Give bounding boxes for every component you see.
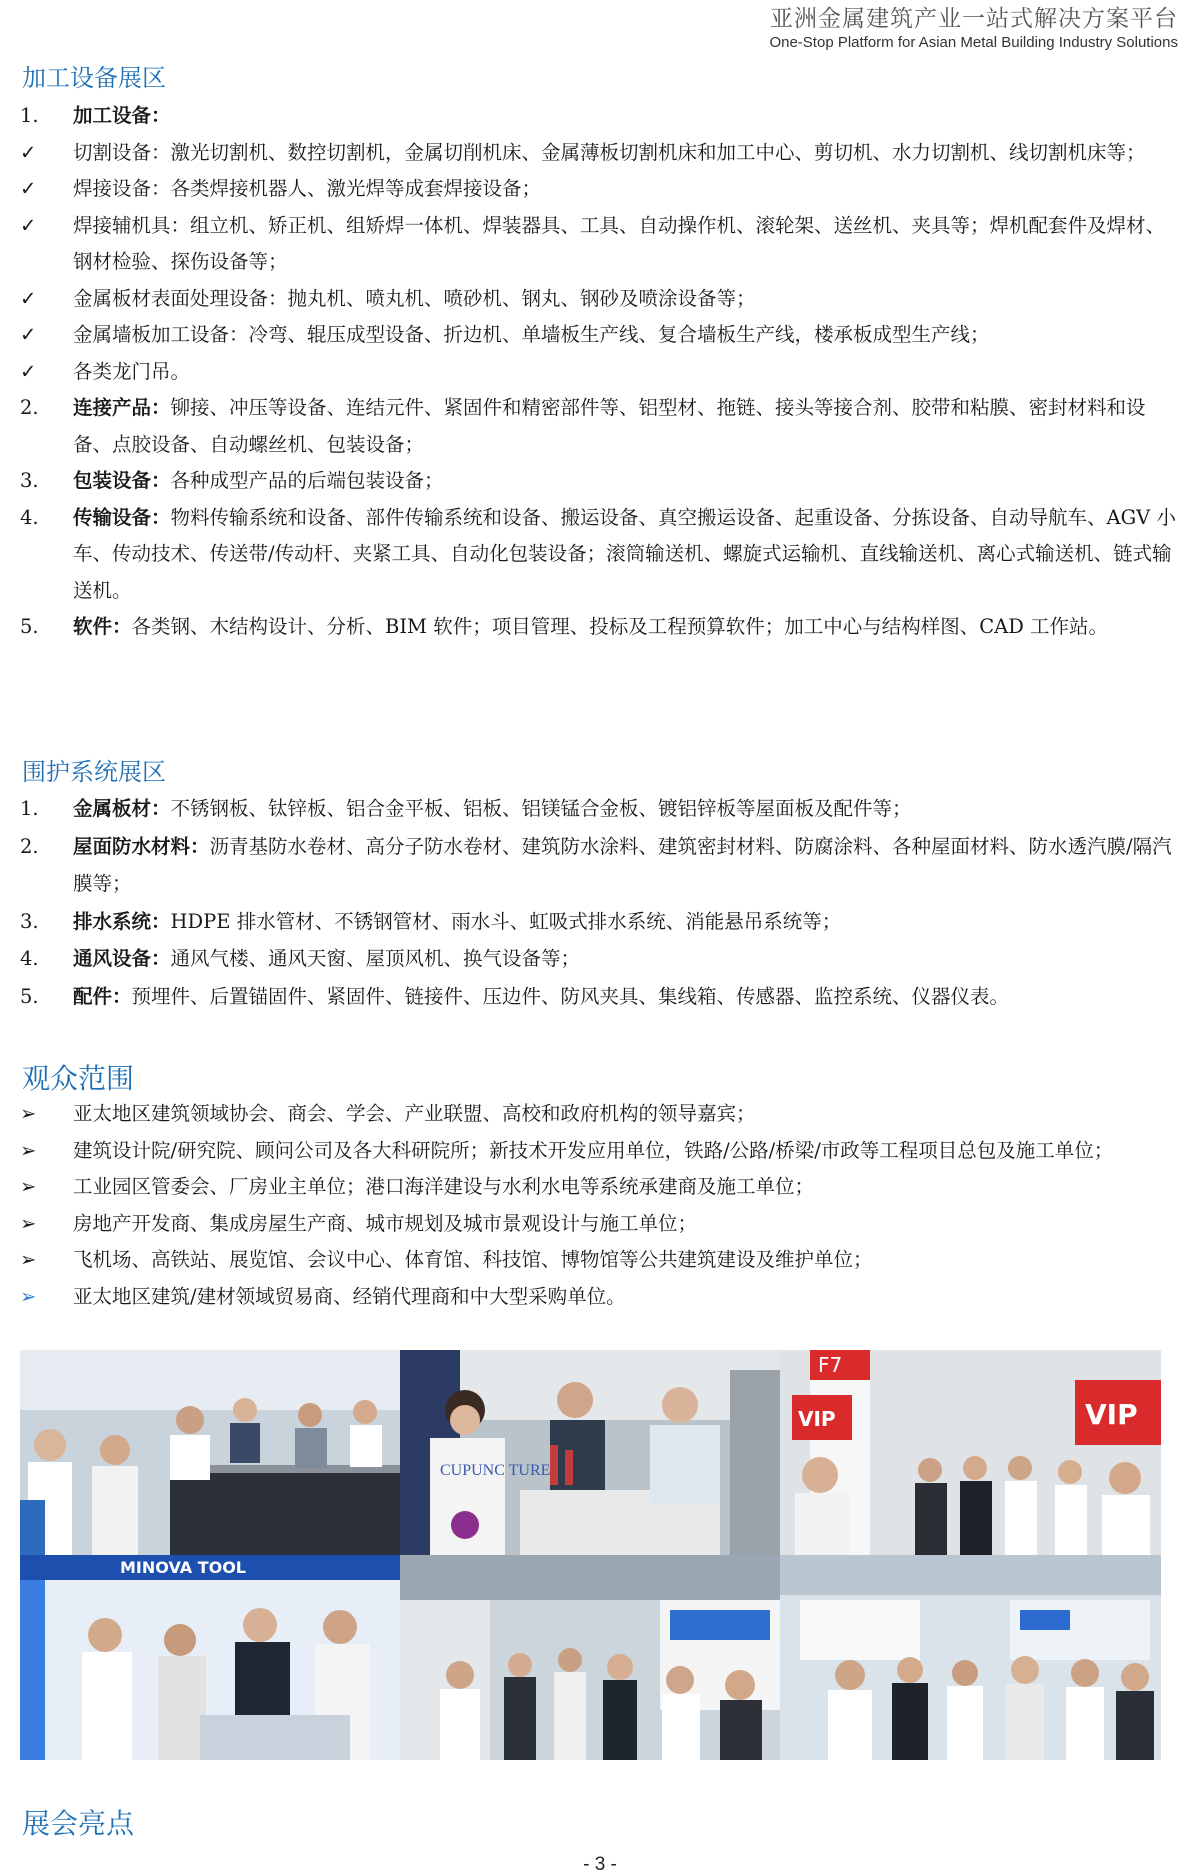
header-title-cn: 亚洲金属建筑产业一站式解决方案平台 — [770, 6, 1178, 32]
list-number: 1. — [20, 104, 39, 127]
arrow-bullet-icon: ➢ — [20, 1138, 37, 1162]
list-number: 2. — [20, 834, 39, 858]
page-number: - 3 - — [583, 1854, 617, 1875]
sign-vip-large-text: VIP — [1085, 1398, 1138, 1431]
arrow-bullet-icon: ➢ — [20, 1248, 37, 1271]
list-item — [20, 500, 1180, 610]
sign-f7-text: F7 — [818, 1353, 843, 1377]
list-number: 2. — [20, 396, 39, 419]
list-item — [20, 208, 1180, 281]
arrow-bullet-icon: ➢ — [20, 1211, 37, 1235]
item-text: 房地产开发商、集成房屋生产商、城市规划及城市景观设计与施工单位； — [73, 1211, 698, 1235]
item-text: 各种成型产品的后端包装设备； — [170, 469, 444, 492]
item-text: 切割设备：激光切割机、数控切割机，金属切削机床、金属薄板切割机床和加工中心、剪切机、水力切割机、线切割机床等； — [73, 140, 1146, 164]
item-text: 铆接、冲压等设备、连结元件、紧固件和精密部件等、铝型材、拖链、接头等接合剂、胶带和粘膜、密封材料和设备、点胶设备、自动螺丝机、包装设备； — [73, 396, 1146, 456]
enclosure-system-list — [20, 790, 1180, 1015]
item-heading: 排水系统： — [73, 909, 171, 933]
list-item — [20, 354, 1180, 391]
list-number: 4. — [20, 505, 39, 529]
exhibition-photo-collage — [20, 1350, 1161, 1760]
list-item — [20, 390, 1180, 463]
item-text: 物料传输系统和设备、部件传输系统和设备、搬运设备、真空搬运设备、起重设备、分拣设备、自动导航车、AGV 小车、传动技术、传送带/传动杆、夹紧工具、自动化包装设备；滚筒输送机、螺旋式运输机、直线输送机、离心式输送机、链式输送机。 — [73, 505, 1176, 602]
list-item — [20, 1096, 1180, 1133]
item-heading: 连接产品： — [73, 396, 171, 419]
item-text: 金属板材表面处理设备：抛丸机、喷丸机、喷砂机、钢丸、钢砂及喷涂设备等； — [73, 286, 756, 310]
item-text: 建筑设计院/研究院、顾问公司及各大科研院所；新技术开发应用单位，铁路/公路/桥梁/市政等工程项目总包及施工单位； — [73, 1138, 1114, 1162]
section-title-audience: 观众范围 — [22, 1062, 135, 1095]
list-item — [20, 98, 1180, 135]
item-heading: 配件： — [73, 984, 132, 1008]
list-item — [20, 1279, 1180, 1316]
list-item — [20, 828, 1180, 903]
item-text: 金属墙板加工设备：冷弯、辊压成型设备、折边机、单墙板生产线、复合墙板生产线，楼承板成型生产线； — [73, 323, 990, 346]
item-text: 工业园区管委会、厂房业主单位；港口海洋建设与水利水电等系统承建商及施工单位； — [73, 1175, 815, 1198]
list-item — [20, 1133, 1180, 1170]
header-title-en: One-Stop Platform for Asian Metal Building Industry Solutions — [769, 34, 1178, 51]
item-text: 不锈钢板、钛锌板、铝合金平板、铝板、铝镁锰合金板、镀铝锌板等屋面板及配件等； — [170, 797, 912, 820]
list-item — [20, 609, 1180, 646]
item-text: 各类龙门吊。 — [73, 359, 191, 383]
sign-minova-text: MINOVA TOOL — [120, 1558, 246, 1577]
item-text: 预埋件、后置锚固件、紧固件、链接件、压边件、防风夹具、集线箱、传感器、监控系统、仪器仪表。 — [131, 984, 1010, 1008]
photo-busy-aisle — [400, 1555, 780, 1760]
item-text: HDPE 排水管材、不锈钢管材、雨水斗、虹吸式排水系统、消能悬吊系统等； — [170, 909, 842, 933]
arrow-bullet-icon: ➢ — [20, 1175, 37, 1198]
item-text: 焊接辅机具：组立机、矫正机、组矫焊一体机、焊装器具、工具、自动操作机、滚轮架、送丝机、夹具等；焊机配套件及焊材、钢材检验、探伤设备等； — [73, 213, 1166, 273]
list-item — [20, 903, 1180, 941]
list-number: 5. — [20, 984, 39, 1008]
audience-list — [20, 1096, 1180, 1315]
check-bullet-icon: ✓ — [20, 323, 37, 346]
photo-crowd-display-table — [20, 1350, 400, 1555]
item-text: 各类钢、木结构设计、分析、BIM 软件；项目管理、投标及工程预算软件；加工中心与结构样图、CAD 工作站。 — [131, 615, 1109, 638]
list-item — [20, 1206, 1180, 1243]
item-text: 通风气楼、通风天窗、屋顶风机、换气设备等； — [170, 947, 581, 970]
photo-business-meeting — [400, 1350, 780, 1555]
list-number: 5. — [20, 615, 39, 638]
item-heading: 软件： — [73, 615, 132, 638]
list-item — [20, 978, 1180, 1016]
list-item — [20, 1242, 1180, 1279]
check-bullet-icon: ✓ — [20, 286, 37, 310]
item-heading: 包装设备： — [73, 469, 171, 492]
check-bullet-icon: ✓ — [20, 213, 37, 237]
list-item — [20, 1169, 1180, 1206]
item-text: 亚太地区建筑/建材领域贸易商、经销代理商和中大型采购单位。 — [73, 1284, 626, 1308]
section-title-processing-equipment: 加工设备展区 — [22, 64, 166, 92]
item-text: 焊接设备：各类焊接机器人、激光焊等成套焊接设备； — [73, 177, 542, 200]
section-title-highlights: 展会亮点 — [22, 1807, 135, 1840]
item-heading: 传输设备： — [73, 505, 171, 529]
list-number: 1. — [20, 797, 39, 820]
sign-vip-small-text: VIP — [798, 1407, 836, 1431]
section-title-enclosure-system: 围护系统展区 — [22, 758, 166, 786]
photo-minova-tool-booth — [20, 1555, 400, 1760]
list-item — [20, 790, 1180, 828]
item-text: 飞机场、高铁站、展览馆、会议中心、体育馆、科技馆、博物馆等公共建筑建设及维护单位； — [73, 1248, 873, 1271]
check-bullet-icon: ✓ — [20, 177, 37, 200]
list-item — [20, 135, 1180, 172]
list-item — [20, 940, 1180, 978]
arrow-bullet-icon: ➢ — [20, 1284, 37, 1308]
item-heading: 通风设备： — [73, 947, 171, 970]
item-heading: 屋面防水材料： — [73, 834, 210, 858]
page-header — [769, 4, 1178, 52]
photo-vip-area — [780, 1350, 1161, 1555]
list-number: 3. — [20, 469, 39, 492]
list-number: 4. — [20, 947, 39, 970]
processing-equipment-list — [20, 98, 1180, 646]
item-text: 亚太地区建筑领域协会、商会、学会、产业联盟、高校和政府机构的领导嘉宾； — [73, 1102, 756, 1125]
arrow-bullet-icon: ➢ — [20, 1102, 37, 1125]
list-item — [20, 171, 1180, 208]
check-bullet-icon: ✓ — [20, 359, 37, 383]
item-heading: 加工设备： — [73, 104, 171, 127]
check-bullet-icon: ✓ — [20, 140, 37, 164]
shirt-print-text: CUPUNC TURE — [440, 1462, 551, 1479]
list-item — [20, 281, 1180, 318]
item-heading: 金属板材： — [73, 797, 171, 820]
list-item — [20, 317, 1180, 354]
list-item — [20, 463, 1180, 500]
item-text: 沥青基防水卷材、高分子防水卷材、建筑防水涂料、建筑密封材料、防腐涂料、各种屋面材料、防水透汽膜/隔汽膜等； — [73, 834, 1172, 895]
photo-exhibition-hall-crowd — [780, 1555, 1161, 1760]
list-number: 3. — [20, 909, 39, 933]
